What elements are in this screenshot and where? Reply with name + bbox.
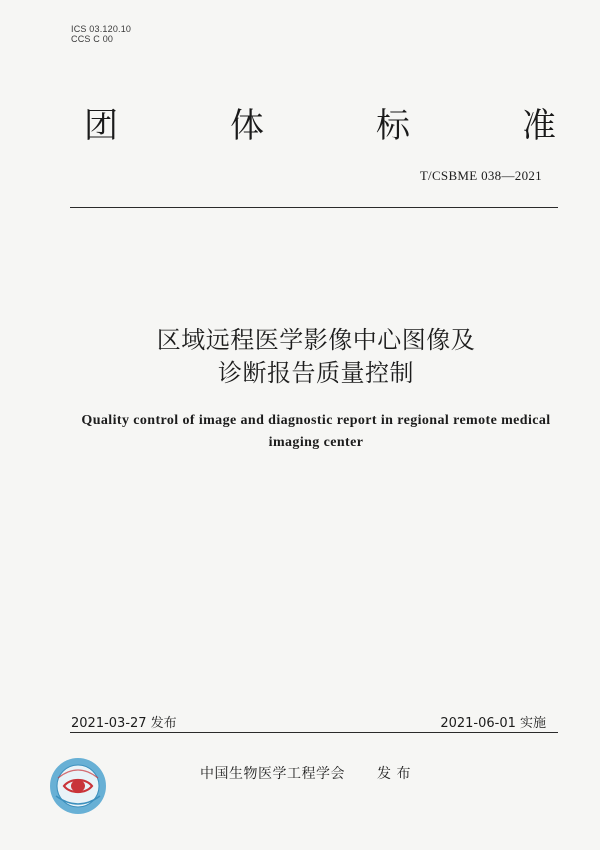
society-seal-icon [48,756,108,816]
top-divider [70,207,558,208]
document-type-heading [84,106,556,146]
english-title-line: Quality control of image and diagnostic report in regional remote medical [81,413,551,428]
publish-label: 发 布 [377,766,411,782]
doc-type-char: 准 [522,106,556,146]
chinese-title [0,324,600,390]
implementation-date: 2021-06-01 实施 [440,716,546,731]
english-title-line: imaging center [268,435,364,450]
issue-date: 2021-03-27 发布 [71,716,177,731]
classification-codes [71,24,131,44]
ics-code: ICS 03.120.10 [71,24,132,34]
publisher-line [200,763,411,783]
chinese-title-line: 诊断报告质量控制 [218,359,414,387]
publisher-name: 中国生物医学工程学会 [200,766,345,782]
doc-type-char: 标 [376,106,410,146]
doc-type-char: 体 [230,106,264,146]
english-title [0,410,600,454]
standard-number: T/CSBME 038—2021 [419,168,542,183]
ccs-code: CCS C 00 [71,34,114,44]
bottom-divider [70,732,558,733]
doc-type-char: 团 [84,106,118,146]
chinese-title-line: 区域远程医学影像中心图像及 [156,326,476,354]
